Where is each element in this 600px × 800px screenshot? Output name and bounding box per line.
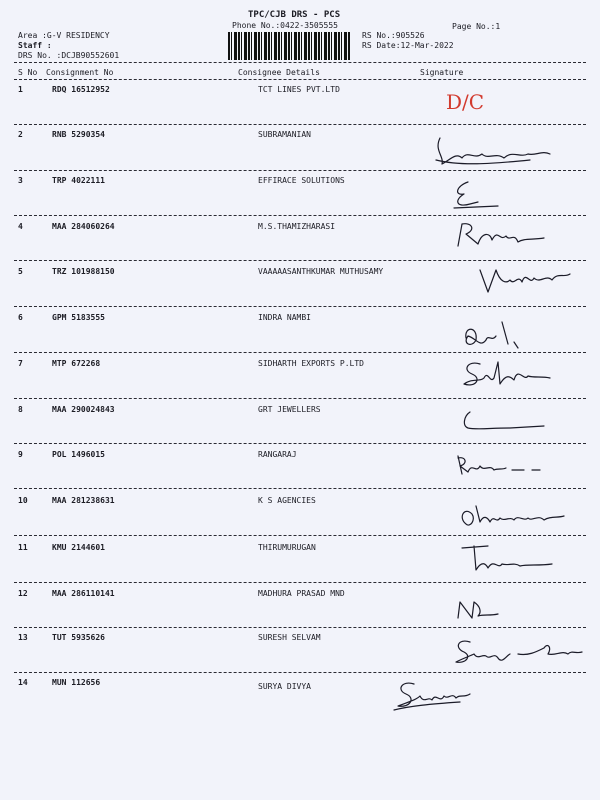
sno: 7 — [18, 359, 23, 368]
consignee: M.S.THAMIZHARASI — [258, 222, 336, 231]
sno: 3 — [18, 176, 23, 185]
signature-image — [458, 542, 558, 576]
consignee: THIRUMURUGAN — [258, 543, 316, 552]
signature-image — [452, 596, 512, 624]
row-divider — [14, 582, 586, 583]
sno: 12 — [18, 589, 28, 598]
area-label: Area :G-V RESIDENCY — [18, 31, 110, 40]
document-title: TPC/CJB DRS - PCS — [248, 10, 341, 20]
signature-image — [448, 634, 588, 670]
signature-image — [474, 262, 574, 298]
column-header-consignee: Consignee Details — [238, 68, 320, 77]
consignment-no: MAA 290024843 — [52, 405, 115, 414]
row-divider — [14, 443, 586, 444]
consignee: MADHURA PRASAD MND — [258, 589, 345, 598]
drs-number: DRS No. :DCJB90552601 — [18, 51, 120, 60]
signature-image — [452, 218, 552, 254]
sno: 9 — [18, 450, 23, 459]
signature-dc: D/C — [446, 90, 485, 114]
consignee: SURESH SELVAM — [258, 633, 321, 642]
signature-image — [452, 452, 552, 480]
sno: 4 — [18, 222, 23, 231]
signature-image — [460, 408, 550, 438]
row-divider — [14, 535, 586, 536]
row-divider — [14, 352, 586, 353]
consignment-no: KMU 2144601 — [52, 543, 105, 552]
consignment-no: TRZ 101988150 — [52, 267, 115, 276]
consignment-no: TRP 4022111 — [52, 176, 105, 185]
sno: 1 — [18, 85, 23, 94]
row-divider — [14, 215, 586, 216]
consignment-no: TUT 5935626 — [52, 633, 105, 642]
consignment-no: RNB 5290354 — [52, 130, 105, 139]
row-divider — [14, 488, 586, 489]
signature-image — [458, 318, 538, 354]
row-divider — [14, 124, 586, 125]
divider — [14, 62, 586, 63]
signature-image — [454, 500, 574, 532]
page-number: Page No.:1 — [452, 22, 501, 31]
consignee: SIDHARTH EXPORTS P.LTD — [258, 359, 364, 368]
divider — [14, 79, 586, 80]
consignment-no: MTP 672268 — [52, 359, 101, 368]
row-divider — [14, 260, 586, 261]
sno: 11 — [18, 543, 28, 552]
consignment-no: GPM 5183555 — [52, 313, 105, 322]
consignee: SURYA DIVYA — [258, 682, 311, 691]
consignment-no: POL 1496015 — [52, 450, 105, 459]
sno: 2 — [18, 130, 23, 139]
row-divider — [14, 306, 586, 307]
sno: 5 — [18, 267, 23, 276]
consignee: GRT JEWELLERS — [258, 405, 321, 414]
staff-label: Staff : — [18, 41, 52, 50]
consignment-no: MAA 286110141 — [52, 589, 115, 598]
rs-number: RS No.:905526 — [362, 31, 425, 40]
consignee: K S AGENCIES — [258, 496, 316, 505]
signature-image — [458, 356, 558, 392]
sno: 8 — [18, 405, 23, 414]
signature-image — [430, 130, 560, 172]
row-divider — [14, 672, 586, 673]
consignee: VAAAAASANTHKUMAR MUTHUSAMY — [258, 267, 384, 276]
consignee: EFFIRACE SOLUTIONS — [258, 176, 345, 185]
consignment-no: RDQ 16512952 — [52, 85, 110, 94]
consignment-no: MAA 281238631 — [52, 496, 115, 505]
consignee: SUBRAMANIAN — [258, 130, 311, 139]
signature-image — [390, 676, 480, 716]
column-header-sno: S No — [18, 68, 38, 77]
phone-number: Phone No.:0422-3505555 — [232, 21, 338, 30]
sno: 6 — [18, 313, 23, 322]
consignment-no: MUN 112656 — [52, 678, 101, 687]
column-header-signature: Signature — [420, 68, 464, 77]
consignee: INDRA NAMBI — [258, 313, 311, 322]
row-divider — [14, 170, 586, 171]
barcode — [228, 32, 350, 60]
rs-date: RS Date:12-Mar-2022 — [362, 41, 454, 50]
sno: 10 — [18, 496, 28, 505]
consignee: RANGARAJ — [258, 450, 297, 459]
row-divider — [14, 398, 586, 399]
column-header-consignment: Consignment No — [46, 68, 114, 77]
consignee: TCT LINES PVT.LTD — [258, 85, 340, 94]
signature-image — [448, 176, 518, 212]
consignment-no: MAA 284060264 — [52, 222, 115, 231]
row-divider — [14, 627, 586, 628]
sno: 14 — [18, 678, 28, 687]
sno: 13 — [18, 633, 28, 642]
